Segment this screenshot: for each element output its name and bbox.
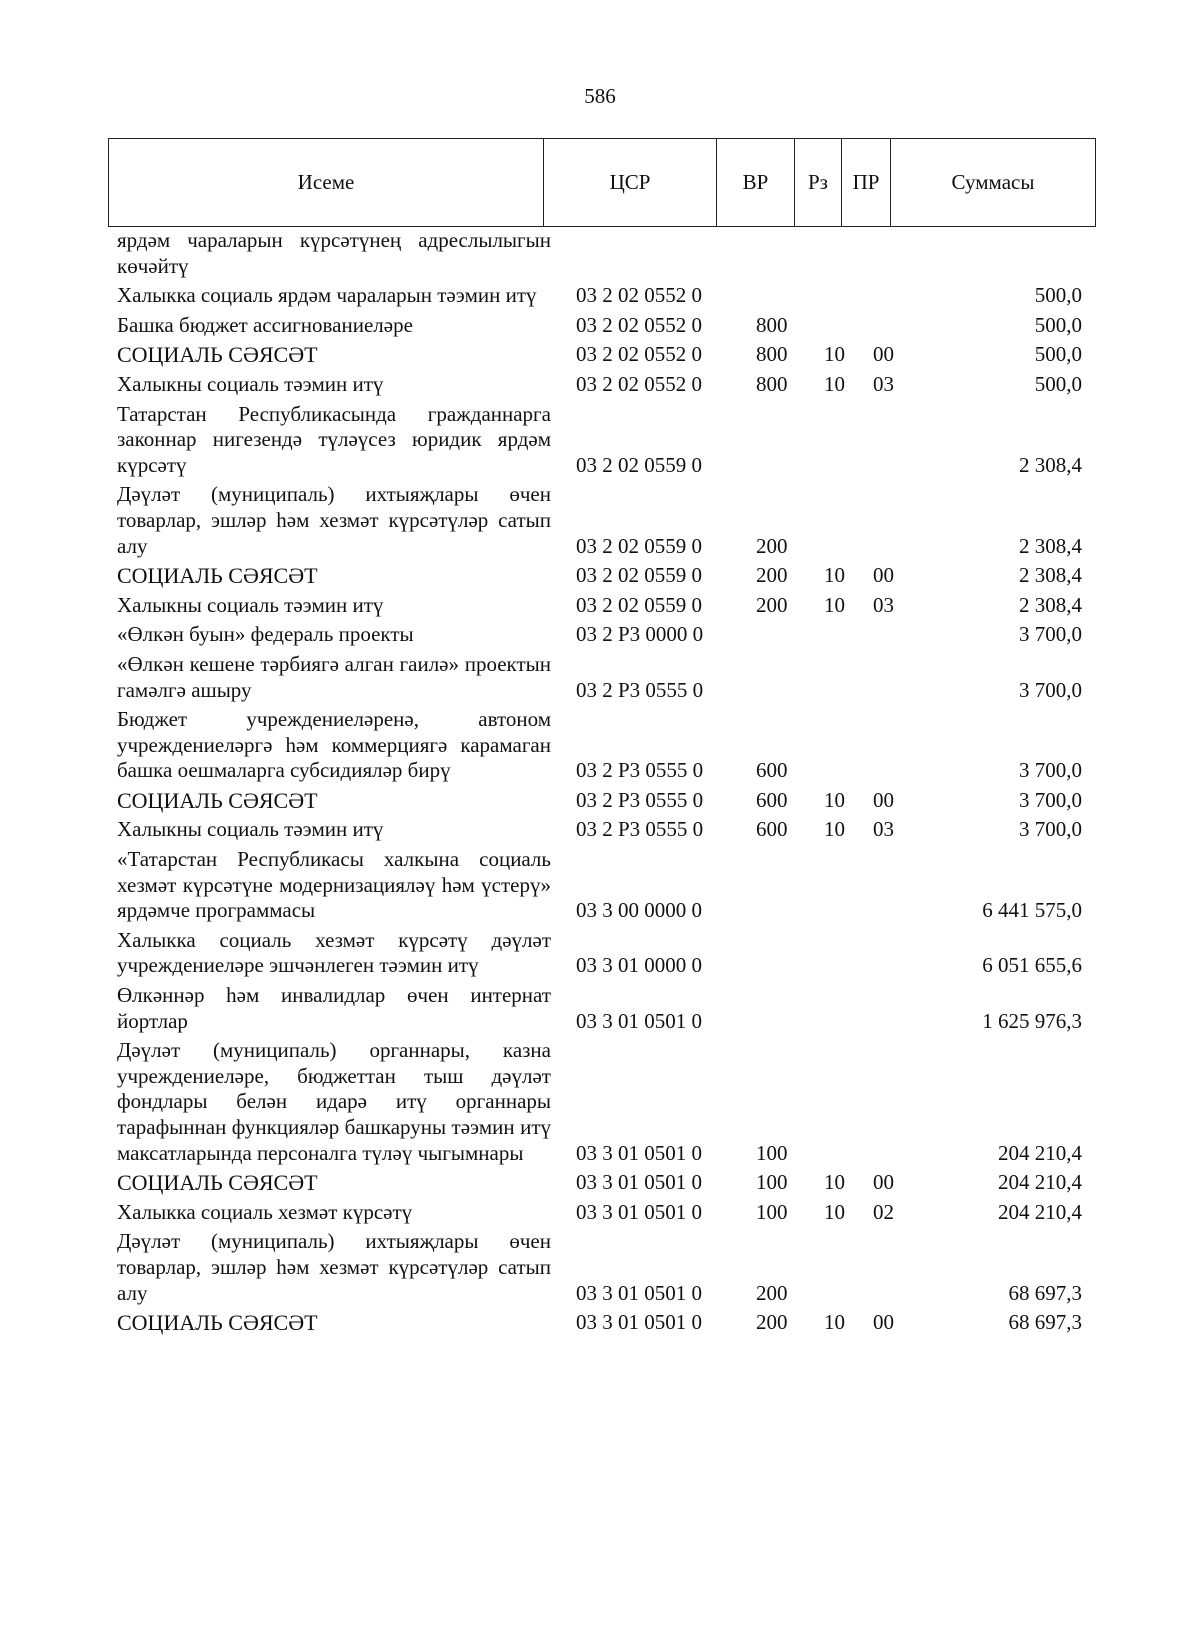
header-vr: ВР: [717, 139, 795, 227]
row-csr: 03 3 01 0501 0: [576, 1008, 702, 1033]
table-body: [0, 228, 1200, 1336]
table-row: [0, 372, 1200, 398]
row-name: Өлкәннәр һәм инвалидлар өчен интернат йортлар: [117, 983, 551, 1033]
row-rz: 10: [824, 592, 845, 617]
row-vr: 200: [756, 1310, 788, 1335]
row-name: Халыкка социаль ярдәм чараларын тәэмин итү: [117, 283, 537, 308]
row-name: «Өлкән кешене тәрбиягә алган гаилә» проектын гамәлгә ашыру: [117, 651, 551, 702]
row-name: «Татарстан Республикасы халкына социаль хезмәт күрсәтүне модернизацияләү һәм үстерү» ярдәмче программасы: [117, 847, 551, 923]
row-sum: 3 700,0: [1019, 817, 1082, 842]
row-name: Халыкка социаль хезмәт күрсәтү: [117, 1199, 413, 1224]
row-vr: 200: [756, 1280, 788, 1305]
table-row: [0, 313, 1200, 339]
header-csr: ЦСР: [544, 139, 717, 227]
row-sum: 68 697,3: [1008, 1310, 1082, 1335]
row-sum: 500,0: [1034, 342, 1082, 367]
row-pr: 00: [873, 787, 894, 812]
row-rz: 10: [824, 1310, 845, 1335]
row-pr: 00: [873, 1310, 894, 1335]
row-csr: 03 3 00 0000 0: [576, 898, 702, 923]
header-pr: ПР: [842, 139, 891, 227]
table-row: [0, 283, 1200, 309]
row-name: Дәүләт (муниципаль) ихтыяҗлары өчен товарлар, эшләр һәм хезмәт күрсәтүләр сатып алу: [117, 482, 551, 558]
table-row: [0, 1310, 1200, 1336]
table-row: [0, 847, 1200, 924]
row-rz: 10: [824, 342, 845, 367]
row-vr: 600: [756, 817, 788, 842]
row-csr: 03 2 P3 0555 0: [576, 787, 704, 812]
table-row: [0, 1200, 1200, 1226]
table-row: [0, 1038, 1200, 1166]
row-sum: 2 308,4: [1019, 533, 1082, 558]
table-row: [0, 228, 1200, 279]
header-name: Исеме: [109, 139, 544, 227]
row-name: СОЦИАЛЬ СӘЯСӘТ: [117, 1310, 318, 1336]
row-pr: 00: [873, 342, 894, 367]
row-name: Башка бюджет ассигнованиеләре: [117, 312, 413, 337]
row-csr: 03 2 02 0552 0: [576, 371, 702, 396]
row-name: Халыкны социаль тәэмин итү: [117, 592, 384, 617]
row-sum: 3 700,0: [1019, 677, 1082, 702]
row-sum: 68 697,3: [1008, 1280, 1082, 1305]
row-name: Халыкка социаль хезмәт күрсәтү дәүләт учреждениеләре эшчәнлеген тәэмин итү: [117, 927, 551, 978]
row-csr: 03 2 02 0559 0: [576, 533, 702, 558]
row-sum: 1 625 976,3: [982, 1008, 1082, 1033]
row-name: Дәүләт (муниципаль) ихтыяҗлары өчен товарлар, эшләр һәм хезмәт күрсәтүләр сатып алу: [117, 1229, 551, 1305]
row-vr: 600: [756, 758, 788, 783]
header-rz: Рз: [795, 139, 842, 227]
row-rz: 10: [824, 563, 845, 588]
row-sum: 204 210,4: [998, 1199, 1082, 1224]
row-rz: 10: [824, 817, 845, 842]
row-csr: 03 2 02 0559 0: [576, 563, 702, 588]
row-sum: 6 441 575,0: [982, 898, 1082, 923]
row-sum: 2 308,4: [1019, 452, 1082, 477]
row-pr: 02: [873, 1199, 894, 1224]
table-row: [0, 593, 1200, 619]
row-name: Дәүләт (муниципаль) органнары, казна учреждениеләре, бюджеттан тыш дәүләт фондлары белән идарә итү органнары тарафыннан функцияләр башкаруны тәэмин итү максатларында персоналга түләү чыгымнары: [117, 1038, 551, 1165]
row-csr: 03 2 P3 0555 0: [576, 817, 704, 842]
table-row: [0, 1170, 1200, 1196]
row-sum: 500,0: [1034, 371, 1082, 396]
row-vr: 200: [756, 563, 788, 588]
row-csr: 03 3 01 0501 0: [576, 1280, 702, 1305]
row-csr: 03 3 01 0501 0: [576, 1199, 702, 1224]
row-vr: 100: [756, 1170, 788, 1195]
row-csr: 03 3 01 0501 0: [576, 1170, 702, 1195]
row-name: Татарстан Республикасында гражданнарга законнар нигезендә түләүсез юридик ярдәм күрсәтү: [117, 401, 551, 477]
row-pr: 03: [873, 817, 894, 842]
row-vr: 200: [756, 592, 788, 617]
row-vr: 800: [756, 312, 788, 337]
row-name: ярдәм чараларын күрсәтүнең адреслылыгын көчәйтү: [117, 228, 551, 278]
row-pr: 00: [873, 563, 894, 588]
row-csr: 03 2 P3 0000 0: [576, 622, 704, 647]
table-row: [0, 563, 1200, 589]
table-row: [0, 928, 1200, 979]
row-rz: 10: [824, 1170, 845, 1195]
row-sum: 500,0: [1034, 283, 1082, 308]
row-vr: 800: [756, 342, 788, 367]
row-name: СОЦИАЛЬ СӘЯСӘТ: [117, 563, 318, 589]
row-vr: 100: [756, 1140, 788, 1165]
row-rz: 10: [824, 371, 845, 396]
row-name: Халыкны социаль тәэмин итү: [117, 371, 384, 396]
row-pr: 03: [873, 371, 894, 396]
row-csr: 03 2 02 0559 0: [576, 452, 702, 477]
row-sum: 204 210,4: [998, 1170, 1082, 1195]
row-rz: 10: [824, 1199, 845, 1224]
row-sum: 6 051 655,6: [982, 953, 1082, 978]
row-rz: 10: [824, 787, 845, 812]
row-name: «Өлкән буын» федераль проекты: [117, 622, 414, 647]
table-row: [0, 788, 1200, 814]
row-name: Халыкны социаль тәэмин итү: [117, 817, 384, 842]
row-vr: 100: [756, 1199, 788, 1224]
row-csr: 03 2 02 0559 0: [576, 592, 702, 617]
row-vr: 600: [756, 787, 788, 812]
row-name: СОЦИАЛЬ СӘЯСӘТ: [117, 342, 318, 368]
table-row: [0, 817, 1200, 843]
row-csr: 03 2 02 0552 0: [576, 312, 702, 337]
row-name: СОЦИАЛЬ СӘЯСӘТ: [117, 787, 318, 813]
row-csr: 03 2 02 0552 0: [576, 283, 702, 308]
row-csr: 03 3 01 0501 0: [576, 1310, 702, 1335]
row-pr: 00: [873, 1170, 894, 1195]
row-sum: 3 700,0: [1019, 787, 1082, 812]
table-row: [0, 622, 1200, 648]
row-vr: 800: [756, 371, 788, 396]
row-sum: 3 700,0: [1019, 622, 1082, 647]
table-row: [0, 342, 1200, 368]
row-vr: 200: [756, 533, 788, 558]
row-csr: 03 3 01 0501 0: [576, 1140, 702, 1165]
row-pr: 03: [873, 592, 894, 617]
table-row: [0, 983, 1200, 1034]
row-csr: 03 2 02 0552 0: [576, 342, 702, 367]
row-name: Бюджет учреждениеләренә, автоном учреждениеләргә һәм коммерциягә карамаган башка оешмаларга субсидияләр бирү: [117, 707, 551, 783]
row-csr: 03 3 01 0000 0: [576, 953, 702, 978]
row-sum: 204 210,4: [998, 1140, 1082, 1165]
row-sum: 500,0: [1034, 312, 1082, 337]
header-sum: Суммасы: [891, 139, 1096, 227]
row-sum: 2 308,4: [1019, 563, 1082, 588]
row-csr: 03 2 P3 0555 0: [576, 758, 704, 783]
table-row: [0, 482, 1200, 559]
row-csr: 03 2 P3 0555 0: [576, 677, 704, 702]
row-sum: 3 700,0: [1019, 758, 1082, 783]
table-row: [0, 707, 1200, 784]
row-name: СОЦИАЛЬ СӘЯСӘТ: [117, 1170, 318, 1196]
page-number: 586: [584, 84, 616, 108]
table-header: [108, 138, 1096, 227]
table-row: [0, 652, 1200, 703]
row-sum: 2 308,4: [1019, 592, 1082, 617]
table-row: [0, 402, 1200, 479]
table-row: [0, 1229, 1200, 1306]
